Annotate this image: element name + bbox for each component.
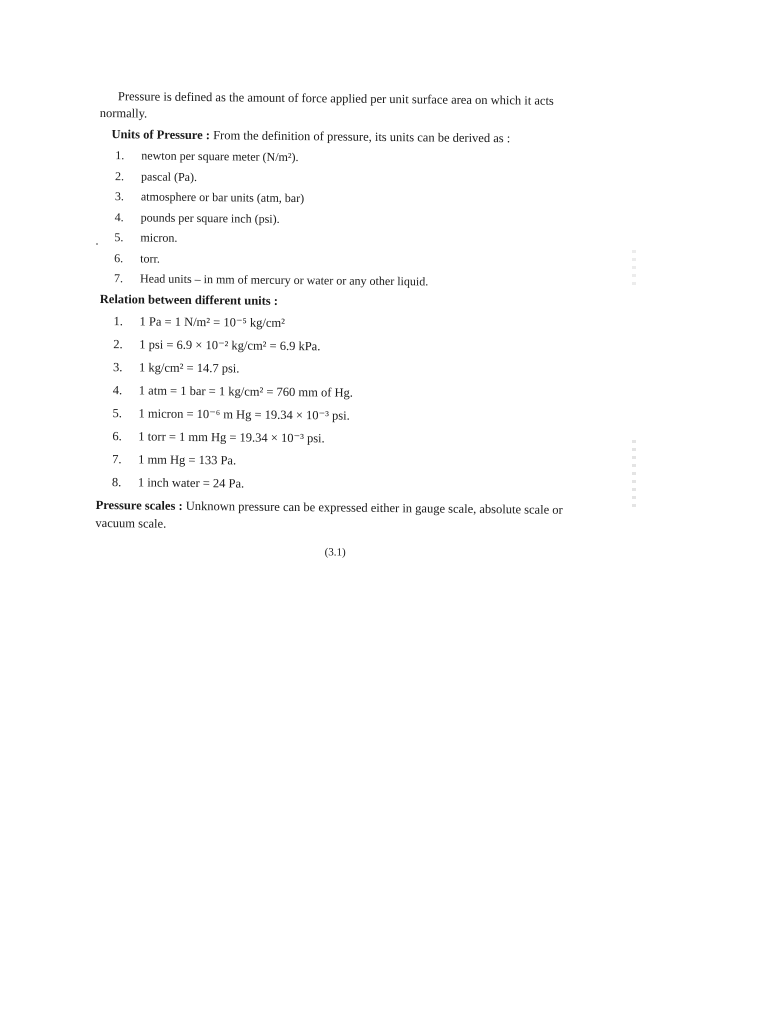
list-item-text: atmosphere or bar units (atm, bar) xyxy=(140,189,305,206)
list-item-number: 1. xyxy=(115,148,125,163)
list-item-text: 1 psi = 6.9 × 10⁻² kg/cm² = 6.9 kPa. xyxy=(139,336,321,353)
scan-edge-marks-top xyxy=(632,250,636,290)
list-item-number: 5. xyxy=(112,405,123,420)
list-item-text: pounds per square inch (psi). xyxy=(140,209,280,226)
relation-list xyxy=(96,309,598,498)
list-item-number: 4. xyxy=(114,209,124,224)
list-item-number: 8. xyxy=(111,474,122,489)
list-item-number: 7. xyxy=(113,271,124,286)
list-item-text: pascal (Pa). xyxy=(141,168,198,184)
list-item-text: 1 mm Hg = 133 Pa. xyxy=(138,451,237,467)
relation-heading: Relation between different units : xyxy=(99,291,279,308)
pressure-scales-heading: Pressure scales : xyxy=(95,497,183,513)
list-item-number: 5. xyxy=(114,230,124,245)
list-item-text: 1 atm = 1 bar = 1 kg/cm² = 760 mm of Hg. xyxy=(138,382,354,400)
list-item-number: 3. xyxy=(113,359,123,374)
list-item-text: 1 Pa = 1 N/m² = 10⁻⁵ kg/cm² xyxy=(139,313,286,330)
list-item-text: newton per square meter (N/m²). xyxy=(141,148,299,165)
list-item-number: 2. xyxy=(115,168,125,183)
intro-paragraph: Pressure is defined as the amount of force applied per unit surface area on which it acts normally. xyxy=(99,89,554,121)
list-item-text: Head units – in mm of mercury or water or any other liquid. xyxy=(139,271,429,289)
list-item-number: 3. xyxy=(114,189,124,204)
list-item xyxy=(112,471,596,499)
units-lead: From the definition of pressure, its units can be derived as : xyxy=(209,128,511,146)
list-item-number: 7. xyxy=(112,451,122,466)
list-item-number: 1. xyxy=(113,313,124,328)
document-body xyxy=(95,88,600,561)
list-item-number: 4. xyxy=(112,382,123,397)
list-item-text: 1 micron = 10⁻⁶ m Hg = 19.34 × 10⁻³ psi. xyxy=(138,405,350,423)
list-item-text: 1 torr = 1 mm Hg = 19.34 × 10⁻³ psi. xyxy=(138,428,325,445)
list-item-text: micron. xyxy=(140,230,178,245)
units-heading: Units of Pressure : xyxy=(111,127,211,143)
list-item-text: torr. xyxy=(140,250,160,266)
list-item xyxy=(114,268,598,294)
list-item-number: 2. xyxy=(113,336,123,351)
list-item-text: 1 kg/cm² = 14.7 psi. xyxy=(139,359,240,375)
scan-edge-marks xyxy=(632,440,636,510)
units-list xyxy=(98,145,599,294)
pressure-scales-paragraph xyxy=(95,495,595,536)
page-number: (3.1) xyxy=(324,546,346,559)
list-item-number: 6. xyxy=(114,250,124,265)
list-item-number: 6. xyxy=(112,428,122,443)
list-item-text: 1 inch water = 24 Pa. xyxy=(137,474,245,491)
pressure-scales-text: Unknown pressure can be expressed either in gauge scale, absolute scale or vacuum scale. xyxy=(95,498,563,531)
